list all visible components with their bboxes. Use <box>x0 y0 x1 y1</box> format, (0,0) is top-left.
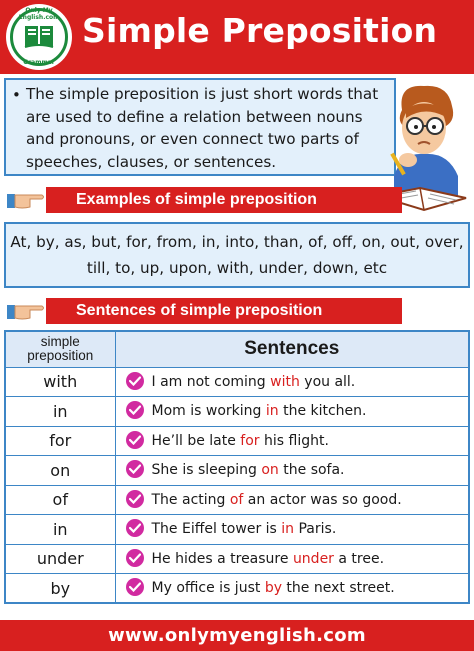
sentence-text-after: the sofa. <box>278 462 345 479</box>
sentences-table <box>4 330 470 604</box>
table-row <box>5 367 469 397</box>
table-row <box>5 456 469 486</box>
preposition-cell: of <box>5 485 115 515</box>
highlighted-preposition: under <box>292 550 334 567</box>
site-logo[interactable] <box>6 4 72 70</box>
check-circle-icon <box>126 549 144 567</box>
definition-text: The simple preposition is just short words that are used to define a relation between nouns and pronouns, or even connect two parts of speeches, clauses, or sentences. <box>26 85 379 171</box>
definition-box <box>4 78 396 176</box>
check-circle-icon <box>126 431 144 449</box>
examples-box <box>4 222 470 288</box>
check-circle-icon <box>126 401 144 419</box>
pointing-hand-icon <box>6 188 46 212</box>
sentence-text-after: a tree. <box>333 550 385 567</box>
check-circle-icon <box>126 519 144 537</box>
sentence-text-before: He hides a treasure <box>151 550 293 567</box>
highlighted-preposition: by <box>264 580 282 596</box>
sentence-text-before: He’ll be late <box>151 432 241 449</box>
title-banner <box>0 0 474 74</box>
check-circle-icon <box>126 460 144 478</box>
sentence-text-after: Paris. <box>294 521 337 538</box>
sentence-cell <box>115 544 469 574</box>
table-row <box>5 426 469 456</box>
logo-bottom-text: Grammar <box>23 59 55 66</box>
sentence-text-after: the next street. <box>281 580 395 596</box>
preposition-cell: with <box>5 367 115 397</box>
sentence-cell <box>115 515 469 545</box>
sentence-text-before: Mom is working <box>151 403 266 420</box>
logo-top-text: Only My English.com <box>18 7 60 21</box>
column-header-preposition: simple preposition <box>5 331 115 367</box>
highlighted-preposition: in <box>265 403 279 420</box>
examples-heading: Examples of simple preposition <box>46 187 402 213</box>
table-row <box>5 485 469 515</box>
sentence-text-after: you all. <box>299 373 356 390</box>
table-row <box>5 397 469 427</box>
sentence-text-before: I am not coming <box>151 373 271 390</box>
sentence-cell <box>115 456 469 486</box>
sentence-text-after: the kitchen. <box>278 403 367 420</box>
bullet-icon: • <box>12 86 21 104</box>
sentence-text-before: The Eiffel tower is <box>151 521 282 538</box>
column-header-sentences: Sentences <box>115 331 469 367</box>
page-title: Simple Preposition <box>82 11 438 50</box>
preposition-cell: in <box>5 397 115 427</box>
check-circle-icon <box>126 578 144 596</box>
pointing-hand-icon <box>6 299 46 323</box>
highlighted-preposition: in <box>281 521 295 538</box>
check-circle-icon <box>126 490 144 508</box>
sentence-cell <box>115 485 469 515</box>
book-logo-icon <box>24 24 54 50</box>
sentence-text-after: an actor was so good. <box>243 491 402 508</box>
preposition-cell: under <box>5 544 115 574</box>
check-circle-icon <box>126 372 144 390</box>
preposition-cell: in <box>5 515 115 545</box>
footer-url[interactable]: www.onlymyenglish.com <box>0 620 474 651</box>
table-row <box>5 515 469 545</box>
highlighted-preposition: for <box>240 432 260 449</box>
examples-list: At, by, as, but, for, from, in, into, than, of, off, on, out, over, till, to, up, upon, with, under, down, etc <box>10 233 464 277</box>
preposition-cell: for <box>5 426 115 456</box>
highlighted-preposition: of <box>229 491 244 508</box>
sentence-cell <box>115 367 469 397</box>
table-header-row <box>5 331 469 367</box>
sentence-text-before: My office is just <box>151 580 265 596</box>
sentence-text-before: She is sleeping <box>151 462 262 479</box>
sentence-cell <box>115 574 469 604</box>
preposition-cell: by <box>5 574 115 604</box>
table-row <box>5 544 469 574</box>
sentence-text-after: his flight. <box>259 432 329 449</box>
highlighted-preposition: with <box>270 373 300 390</box>
sentence-text-before: The acting <box>151 491 230 508</box>
sentence-cell <box>115 426 469 456</box>
sentence-cell <box>115 397 469 427</box>
table-row <box>5 574 469 604</box>
preposition-cell: on <box>5 456 115 486</box>
sentences-heading: Sentences of simple preposition <box>46 298 402 324</box>
highlighted-preposition: on <box>261 462 279 479</box>
